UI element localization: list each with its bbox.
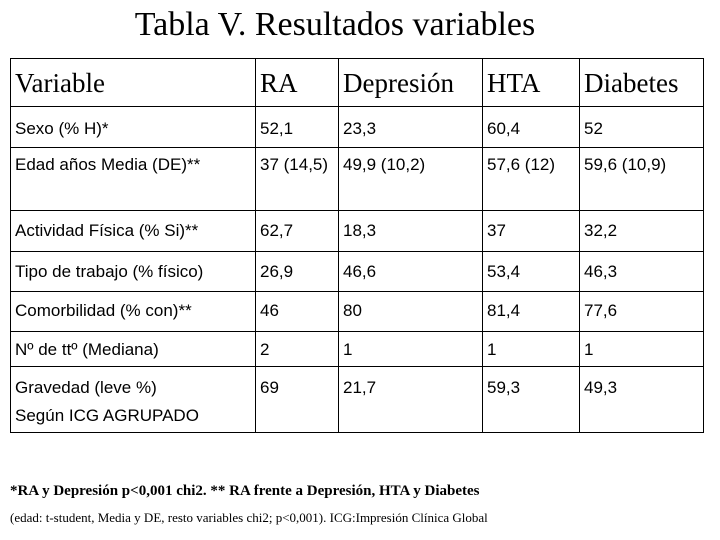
cell-depresion: 21,7: [339, 367, 483, 433]
cell-depresion: 1: [339, 332, 483, 367]
cell-variable: Comorbilidad (% con)**: [11, 292, 256, 332]
cell-hta: 57,6 (12): [483, 148, 580, 211]
table-row: [11, 148, 704, 211]
cell-ra: 26,9: [256, 252, 339, 292]
cell-diabetes: 77,6: [580, 292, 704, 332]
table-row: [11, 252, 704, 292]
cell-variable: Actividad Física (% Si)**: [11, 211, 256, 252]
cell-depresion: 23,3: [339, 107, 483, 148]
footnote-methods: (edad: t-student, Media y DE, resto variables chi2; p<0,001). ICG:Impresión Clínica Global: [10, 510, 488, 525]
cell-ra: 69: [256, 367, 339, 433]
cell-variable: Sexo (% H)*: [11, 107, 256, 148]
cell-hta: 1: [483, 332, 580, 367]
table-row: [11, 107, 704, 148]
cell-diabetes: 46,3: [580, 252, 704, 292]
cell-variable: Nº de ttº (Mediana): [11, 332, 256, 367]
cell-variable: Tipo de trabajo (% físico): [11, 252, 256, 292]
cell-depresion: 46,6: [339, 252, 483, 292]
table-header-row: [11, 59, 704, 107]
variable-line-1: Gravedad (leve %): [15, 378, 157, 397]
page-title: Tabla V. Resultados variables: [134, 6, 536, 43]
variable-line-2: Según ICG AGRUPADO: [15, 406, 199, 425]
cell-diabetes: 49,3: [580, 367, 704, 433]
header-ra: RA: [256, 59, 339, 107]
cell-depresion: 80: [339, 292, 483, 332]
cell-ra: 52,1: [256, 107, 339, 148]
table-row: [11, 292, 704, 332]
cell-diabetes: 52: [580, 107, 704, 148]
cell-hta: 59,3: [483, 367, 580, 433]
header-variable: Variable: [11, 59, 256, 107]
cell-variable: Edad años Media (DE)**: [11, 148, 256, 211]
cell-hta: 81,4: [483, 292, 580, 332]
results-table: [10, 58, 704, 433]
cell-diabetes: 59,6 (10,9): [580, 148, 704, 211]
header-diabetes: Diabetes: [580, 59, 704, 107]
cell-variable: [11, 367, 256, 433]
footnote-statistics: *RA y Depresión p<0,001 chi2. ** RA frente a Depresión, HTA y Diabetes: [10, 483, 480, 499]
cell-ra: 37 (14,5): [256, 148, 339, 211]
table-row: [11, 211, 704, 252]
cell-diabetes: 1: [580, 332, 704, 367]
cell-ra: 62,7: [256, 211, 339, 252]
cell-hta: 53,4: [483, 252, 580, 292]
header-hta: HTA: [483, 59, 580, 107]
cell-diabetes: 32,2: [580, 211, 704, 252]
cell-ra: 2: [256, 332, 339, 367]
cell-depresion: 49,9 (10,2): [339, 148, 483, 211]
table-row: [11, 332, 704, 367]
cell-hta: 60,4: [483, 107, 580, 148]
cell-depresion: 18,3: [339, 211, 483, 252]
header-depresion: Depresión: [339, 59, 483, 107]
cell-ra: 46: [256, 292, 339, 332]
table-row: [11, 367, 704, 433]
cell-hta: 37: [483, 211, 580, 252]
